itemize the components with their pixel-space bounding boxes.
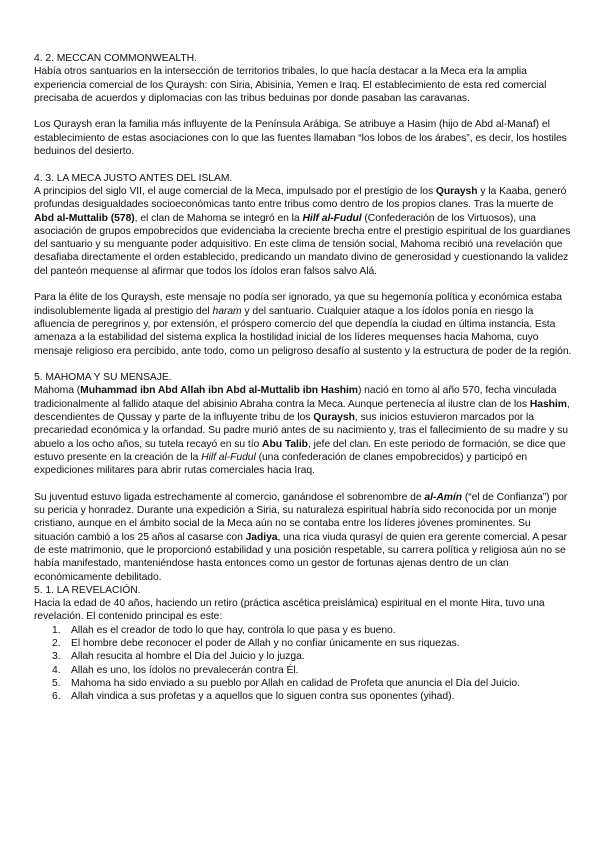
list-number: 4.: [52, 664, 61, 676]
text-run: , el clan de Mahoma se integró en la: [134, 212, 303, 224]
spacer: [34, 278, 573, 291]
spacer: [34, 158, 573, 171]
text-run: (Confederación de los Virtuosos), una asociación de grupos empobrecidos que evidenciaba la creciente brecha entre el prestigio espiritual de los guardianes del santuario y su menguante poder adquisitivo. En este clima de tensión social, Mahoma recibió una revelación que desafiaba directamente el orden establecido, predicando un mandato divino de generosidad y cuestionando la validez del panteón mequense al afirmar que todos los ídolos eran falsos salvo Alá.: [34, 212, 571, 277]
bold-term: Quraysh: [313, 412, 355, 424]
spacer: [34, 478, 573, 491]
list-text: El hombre debe reconocer el poder de Allah y no confiar únicamente en sus riquezas.: [71, 638, 460, 650]
paragraph: Había otros santuarios en la intersección de territorios tribales, lo que hacía destacar a la Meca era la amplia experiencia comercial de los Quraysh: con Siria, Abisinia, Yemen e Iraq. El establecimiento de esta red comercial precisaba de acuerdos y diplomacias con las tribus beduinas por donde pasaban las caravanas.: [34, 66, 547, 104]
list-number: 5.: [52, 677, 61, 689]
spacer: [34, 105, 573, 118]
paragraph: [34, 384, 573, 477]
list-number: 1.: [52, 624, 61, 636]
list-number: 2.: [52, 638, 61, 650]
bold-italic-term: al-Amín: [424, 491, 463, 503]
list-number: 3.: [52, 651, 61, 663]
list-item: [34, 624, 573, 637]
paragraph: Hacia la edad de 40 años, haciendo un retiro (práctica ascética preislámica) espiritual en el monte Hira, tuvo una revelación. El contenido principal es este:: [34, 598, 545, 623]
text-run: , una rica viuda qurasyí de quien era gerente comercial. A pesar de este matrimonio, que le proporcionó estabilidad y una posición respetable, su carrera política y religiosa aún no se había manifestado, manteniéndose hasta entonces como un gestor de fortunas ajenas dentro de un clan económicamente debilitado.: [34, 531, 567, 583]
list-item: [34, 664, 573, 677]
paragraph: [34, 491, 573, 584]
section-title-revelacion: 5. 1. LA REVELACIÓN.: [34, 584, 141, 596]
list-number: 6.: [52, 691, 61, 703]
paragraph: [34, 291, 573, 357]
bold-term: Quraysh: [435, 185, 478, 197]
text-run: Para la élite de los Quraysh, este mensaje no podía ser ignorado, ya que su hegemonía política y económica estaba indisolublemente ligada al prestigio del: [34, 292, 562, 317]
bold-italic-term: Hilf al-Fudul: [302, 212, 362, 224]
text-run: , sus inicios estuvieron marcados por la precariedad económica y la orfandad. Su padre murió antes de su nacimiento y, tras el fallecimiento de su madre y su abuelo a los ocho años, su tutela recayó en su tío: [34, 412, 568, 450]
text-run: Su juventud estuvo ligada estrechamente al comercio, ganándose el sobrenombre de: [34, 491, 425, 503]
text-run: ) nació en torno al año 570, fecha vinculada tradicionalmente al fallido ataque del abisinio Abraha contra la Meca. Aunque pertenecía al ilustre clan de los: [34, 385, 557, 410]
text-run: , jefe del clan. En este periodo de formación, se dice que estuvo presente en la creación de la: [34, 438, 566, 463]
text-run: (una confederación de clanes empobrecidos) y participó en expediciones militares para abrir rutas comerciales hacia Iraq.: [34, 451, 528, 477]
text-run: y del santuario. Cualquier ataque a los ídolos ponía en riesgo la afluencia de peregrinos y, por extensión, el próspero comercio del que dependía la ciudad en última instancia. Esta amenaza a la estabilidad del sistema explica la hostilidad inicial de los líderes mequenses hacia Mahoma, cuyo mensaje religioso era percibido, ante todo, como un peligroso desafío al sustento y la estructura de poder de la región.: [34, 305, 572, 357]
text-run: y la Kaaba, generó profundas desigualdades socioeconómicas tanto entre tribus como dentro de los propios clanes. Tras la muerte de: [34, 185, 567, 211]
list-text: Allah es uno, los ídolos no prevalecerán contra Él.: [71, 664, 299, 676]
paragraph: [34, 185, 573, 278]
bold-term: Abd al-Muttalib (578): [34, 212, 135, 224]
list-text: Mahoma ha sido enviado a su pueblo por Allah en calidad de Profeta que anuncia el Día del Juicio.: [71, 677, 520, 689]
list-text: Allah vindica a sus profetas y a aquellos que lo siguen contra sus oponentes (yihad).: [71, 691, 455, 703]
bold-term: Jadiya: [245, 531, 278, 543]
list-item: [34, 677, 573, 690]
text-run: (“el de Confianza”) por su pericia y honradez. Durante una expedición a Siria, su naturaleza espiritual habría sido reconocida por un monje cristiano, aunque en el ámbito social de la Meca aún no se contaba entre los líderes jóvenes prominentes. Su situación cambió a los 25 años al casarse con: [34, 491, 568, 543]
list-item: [34, 637, 573, 650]
section-title-mahoma-mensaje: 5. MAHOMA Y SU MENSAJE.: [34, 372, 172, 384]
italic-term: Hilf al-Fudul: [201, 451, 256, 463]
list-text: Allah resucita al hombre el Día del Juicio y lo juzga.: [71, 651, 305, 663]
list-item: [34, 690, 573, 703]
italic-term: haram: [212, 305, 242, 317]
revelation-list: [34, 624, 573, 704]
paragraph: Los Quraysh eran la familia más influyente de la Península Arábiga. Se atribuye a Hasim (hijo de Abd al-Manaf) el establecimiento de estas asociaciones con lo que las fuentes llamaban “los lobos de los árabes”, es decir, los hostiles beduinos del desierto.: [34, 119, 567, 158]
bold-term: Hashim: [529, 398, 567, 410]
section-title-meca-antes-islam: 4. 3. LA MECA JUSTO ANTES DEL ISLAM.: [34, 172, 233, 184]
spacer: [34, 358, 573, 371]
bold-term: Muhammad ibn Abd Allah ibn Abd al-Muttalib ibn Hashim: [80, 385, 358, 397]
bold-term: Abu Talib: [262, 438, 308, 450]
list-item: [34, 650, 573, 663]
section-title-meccan-commonwealth: 4. 2. MECCAN COMMONWEALTH.: [34, 53, 197, 64]
text-run: Mahoma (: [34, 385, 81, 397]
text-run: , descendientes de Qussay y parte de la influyente tribu de los: [34, 398, 570, 424]
text-run: A principios del siglo VII, el auge comercial de la Meca, impulsado por el prestigio de los: [34, 185, 436, 197]
list-text: Allah es el creador de todo lo que hay, controla lo que pasa y es bueno.: [71, 624, 396, 636]
